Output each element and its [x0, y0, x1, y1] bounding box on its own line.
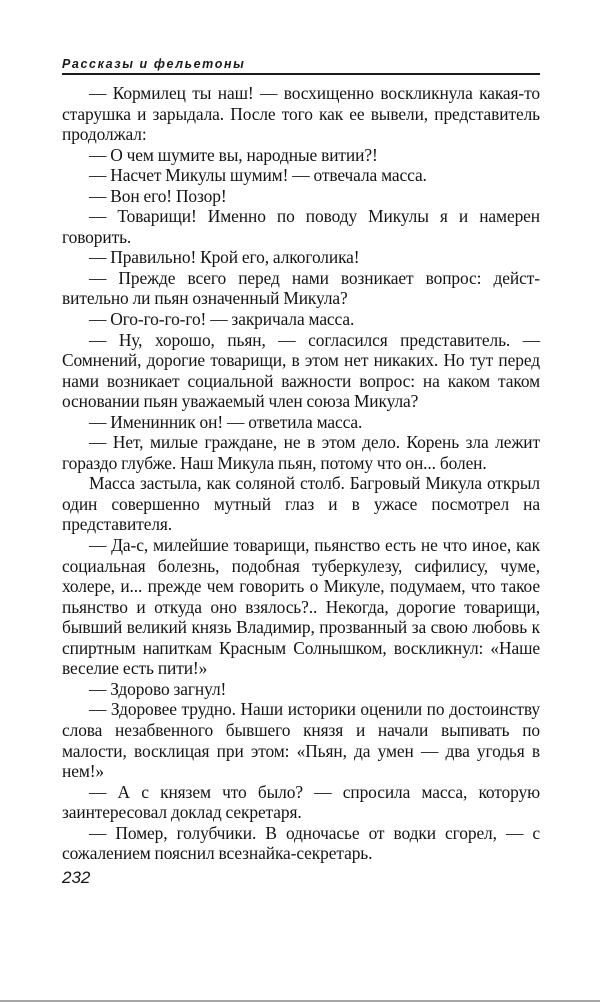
book-page	[62, 56, 540, 889]
paragraph: — Здорово загнул!	[89, 678, 227, 699]
paragraph: — Кормилец ты наш! — восхищенно воскликнула какая-то старушка и зарыдала. После того как ее вывели, представитель продолжал:	[62, 83, 540, 145]
paragraph: — Да-с, милейшие товарищи, пьянство есть не что иное, как социальная болезнь, подобная туберкулезу, сифилису, чуме, холере, и... прежде чем говорить о Микуле, подумаем, что такое пьянство и откуда оно взялось?.. Некогда, дорогие товарищи, бывший великий князь Владимир, прозванный за свою любовь к спиртным напиткам Красным Солнышком, воскликнул: «Наше веселие есть пити!»	[62, 535, 540, 679]
paragraph: — Прежде всего перед нами возникает вопрос: действительно ли пьян означенный Микула?	[62, 267, 540, 309]
paragraph: — Ого-го-го-го! — закричала масса.	[89, 309, 355, 330]
paragraph: — Нет, милые граждане, не в этом дело. Корень зла лежит гораздо глубже. Наш Микула пьян, потому что он... болен.	[62, 432, 540, 473]
running-header: Рассказы и фельетоны	[62, 56, 540, 75]
paragraph: — Здоровее трудно. Наши историки оценили по достоинству слова незабвенного бывшего князя и начали выпивать по малости, восклицая при этом: «Пьян, да умен — два угодья в нем!»	[62, 699, 540, 782]
paragraph: — Именинник он! — ответила масса.	[89, 411, 363, 432]
page-body	[62, 83, 540, 864]
paragraph: — О чем шумите вы, народные витии?!	[89, 144, 378, 165]
paragraph: — Товарищи! Именно по поводу Микулы я и намерен говорить.	[62, 206, 540, 247]
paragraph: — Насчет Микулы шумим! — отвечала масса.	[89, 165, 427, 186]
paragraph: — Вон его! Позор!	[89, 185, 227, 206]
paragraph: Масса застыла, как соляной столб. Багровый Микула открыл один совершенно мутный глаз и в ужасе посмотрел на представителя.	[62, 473, 540, 535]
page-number: 232	[62, 867, 91, 887]
paragraph: — А с князем что было? — спросила масса, которую заинтересовал доклад секретаря.	[62, 781, 540, 823]
paragraph: — Ну, хорошо, пьян, — согласился представитель. — Сомнений, дорогие товарищи, в этом нет никаких. Но тут перед нами возникает социальной важности вопрос: на каком таком основании пьян уважаемый член союза Микула?	[62, 329, 540, 412]
paragraph: — Помер, голубчики. В одночасье от водки сгорел, — с сожалением пояснил всезнайка-секретарь.	[62, 822, 540, 864]
paragraph: — Правильно! Крой его, алкоголика!	[89, 247, 360, 268]
